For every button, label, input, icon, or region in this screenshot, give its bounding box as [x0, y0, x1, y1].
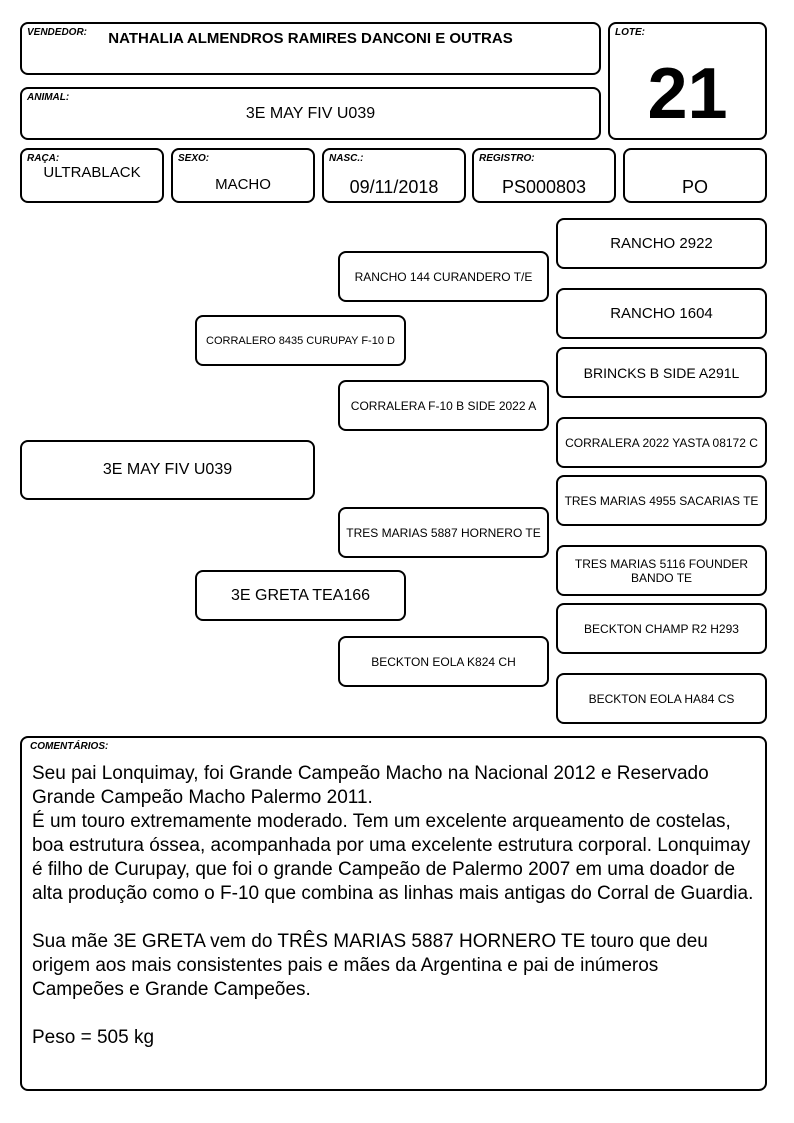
animal-box	[20, 87, 601, 140]
registry-value: PS000803	[501, 177, 587, 197]
pedigree-ggp: BECKTON EOLA HA84 CS	[556, 673, 767, 724]
sex-box	[171, 148, 315, 203]
vendor-value: NATHALIA ALMENDROS RAMIRES DANCONI E OUTRAS	[108, 30, 513, 47]
category-box	[623, 148, 767, 203]
breed-label: RAÇA:	[27, 153, 60, 164]
birth-value: 09/11/2018	[349, 177, 439, 197]
pedigree-ggp: BECKTON CHAMP R2 H293	[556, 603, 767, 654]
birth-box	[322, 148, 466, 203]
comments-box	[20, 736, 767, 1091]
pedigree-ggp: RANCHO 1604	[556, 288, 767, 339]
animal-label: ANIMAL:	[27, 92, 70, 103]
lot-label: LOTE:	[615, 27, 645, 38]
pedigree-ggp: TRES MARIAS 4955 SACARIAS TE	[556, 475, 767, 526]
breed-value: ULTRABLACK	[43, 164, 141, 181]
pedigree-sire: CORRALERO 8435 CURUPAY F-10 D	[195, 315, 406, 366]
pedigree-dam-dam: BECKTON EOLA K824 CH	[338, 636, 549, 687]
pedigree-dam: 3E GRETA TEA166	[195, 570, 406, 621]
pedigree-ggp: BRINCKS B SIDE A291L	[556, 347, 767, 398]
pedigree-sire-dam: CORRALERA F-10 B SIDE 2022 A	[338, 380, 549, 431]
comments-label: COMENTÁRIOS:	[30, 741, 109, 752]
sex-value: MACHO	[215, 176, 271, 193]
breed-box	[20, 148, 164, 203]
pedigree-animal: 3E MAY FIV U039	[20, 440, 315, 500]
lot-number: 21	[647, 54, 728, 134]
pedigree-ggp: RANCHO 2922	[556, 218, 767, 269]
pedigree-ggp: CORRALERA 2022 YASTA 08172 C	[556, 417, 767, 468]
animal-name: 3E MAY FIV U039	[245, 105, 376, 122]
registry-box	[472, 148, 616, 203]
vendor-box	[20, 22, 601, 75]
registry-label: REGISTRO:	[479, 153, 535, 164]
lot-box	[608, 22, 767, 140]
pedigree-sire-sire: RANCHO 144 CURANDERO T/E	[338, 251, 549, 302]
pedigree-ggp: TRES MARIAS 5116 FOUNDER BANDO TE	[556, 545, 767, 596]
category-value: PO	[681, 177, 708, 197]
birth-label: NASC.:	[329, 153, 364, 164]
comments-text: Seu pai Lonquimay, foi Grande Campeão Macho na Nacional 2012 e Reservado Grande Campeão Macho Palermo 2011. É um touro extremamente moderado. Tem um excelente arqueamento de costelas, boa estrutura óssea, acompanhada por uma excelente estrutura corporal. Lonquimay é filho de Curupay, que foi o grande Campeão de Palermo 2007 em uma doador de alta produção como o F-10 que combina as linhas mais antigas do Corral de Guardia. Sua mãe 3E GRETA vem do TRÊS MARIAS 5887 HORNERO TE touro que deu origem aos mais consistentes pais e mães da Argentina e pai de inúmeros Campeões e Grande Campeões. Peso = 505 kg	[32, 763, 754, 1048]
vendor-label: VENDEDOR:	[27, 27, 88, 38]
pedigree-dam-sire: TRES MARIAS 5887 HORNERO TE	[338, 507, 549, 558]
sex-label: SEXO:	[178, 153, 210, 164]
